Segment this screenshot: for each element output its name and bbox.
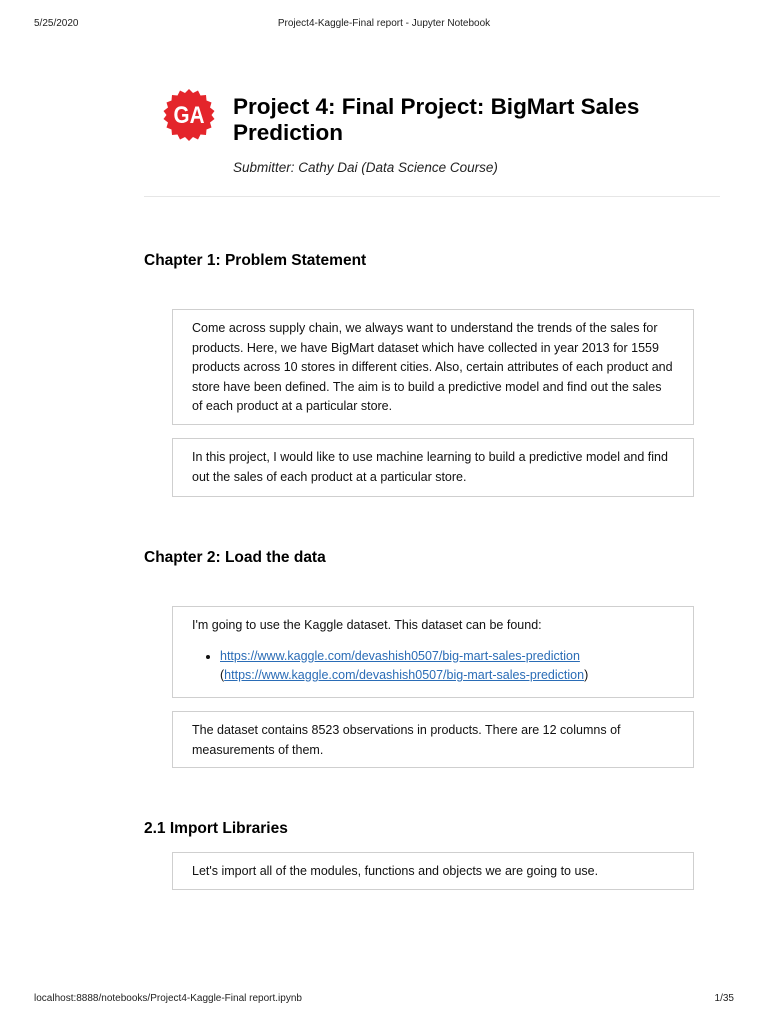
print-date: 5/25/2020 <box>34 18 79 29</box>
submitter-line: Submitter: Cathy Dai (Data Science Course) <box>233 160 498 175</box>
markdown-cell-goal[interactable] <box>172 438 694 497</box>
chapter2-heading: Chapter 2: Load the data <box>144 549 326 566</box>
cell-text: The dataset contains 8523 observations in products. There are 12 columns of measurements of them. <box>192 723 621 757</box>
cell-text: I'm going to use the Kaggle dataset. This dataset can be found: <box>192 618 542 632</box>
cell-text: In this project, I would like to use machine learning to build a predictive model and find out the sales of each product at a particular store. <box>192 450 668 484</box>
print-header <box>0 18 768 32</box>
kaggle-link[interactable]: https://www.kaggle.com/devashish0507/big-mart-sales-prediction <box>220 648 580 663</box>
cell-text: Let's import all of the modules, functions and objects we are going to use. <box>192 864 599 878</box>
page-title: Project 4: Final Project: BigMart Sales Prediction <box>233 94 640 145</box>
logo-text: GA <box>173 101 205 129</box>
paren-open: ( <box>220 668 225 682</box>
divider <box>144 196 720 197</box>
paren-close: ) <box>584 668 589 682</box>
link-list <box>192 647 675 686</box>
markdown-cell-problem[interactable] <box>172 309 694 425</box>
list-item <box>220 647 675 686</box>
print-tab-title: Project4-Kaggle-Final report - Jupyter Notebook <box>277 18 491 29</box>
markdown-cell-import[interactable] <box>172 852 694 890</box>
print-footer <box>0 993 768 1007</box>
markdown-cell-dataset-size[interactable] <box>172 711 694 768</box>
chapter1-heading: Chapter 1: Problem Statement <box>144 252 367 269</box>
section21-heading: 2.1 Import Libraries <box>144 820 288 837</box>
kaggle-link-repeat[interactable]: https://www.kaggle.com/devashish0507/big-mart-sales-prediction <box>224 668 585 682</box>
print-url: localhost:8888/notebooks/Project4-Kaggle-Final report.ipynb <box>34 993 302 1004</box>
markdown-cell-dataset-source[interactable] <box>172 606 694 698</box>
page-number: 1/35 <box>714 993 734 1004</box>
ga-logo-icon <box>162 88 216 142</box>
cell-text: Come across supply chain, we always want to understand the trends of the sales for products. Here, we have BigMart dataset which have collected in year 2013 for 1559 products across 10 stores in different cities. Also, certain attributes of each product and store have been defined. The aim is to build a predictive model and find out the sales of each product at a particular store. <box>192 321 673 413</box>
